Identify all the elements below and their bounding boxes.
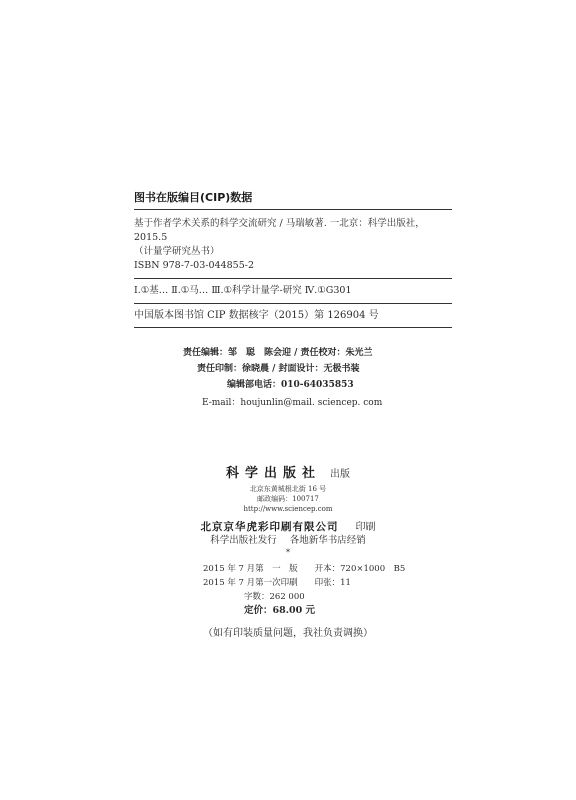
publisher-action: 出版 bbox=[330, 469, 351, 480]
separator-star: * bbox=[286, 548, 290, 557]
publisher-address: 北京东黄城根北街 16 号 bbox=[249, 485, 327, 493]
publisher-name: 科学出版社 bbox=[225, 466, 321, 481]
print-cover-line: 责任印制：徐晓晨 / 封面设计：无极书装 bbox=[197, 364, 360, 374]
printing-line: 2015 年 7 月第一次印刷 印张：11 bbox=[203, 578, 351, 588]
edition-line: 2015 年 7 月第 一 版 开本：720×1000 B5 bbox=[203, 564, 406, 574]
editors-line: 责任编辑：邹 聪 陈会迎 / 责任校对：朱光兰 bbox=[183, 348, 373, 358]
editorial-phone: 编辑部电话：010-64035853 bbox=[227, 380, 354, 390]
publisher-url: http://www.sciencep.com bbox=[243, 505, 333, 513]
distribution-row bbox=[0, 532, 576, 546]
publisher-block bbox=[0, 462, 576, 514]
printer-action: 印刷 bbox=[355, 522, 376, 533]
cip-data-block bbox=[134, 191, 452, 328]
cip-isbn: ISBN 978-7-03-044855-2 bbox=[134, 260, 254, 271]
quality-notice: （如有印装质量问题，我社负责调换） bbox=[203, 628, 373, 639]
cip-classification: Ⅰ.①基… Ⅱ.①马… Ⅲ.①科学计量学-研究 Ⅳ.①G301 bbox=[134, 278, 452, 298]
cip-title: 图书在版编目(CIP)数据 bbox=[134, 191, 452, 210]
cip-main-entry: 基于作者学术关系的科学交流研究 / 马瑞敏著. 一北京：科学出版社， bbox=[134, 218, 425, 229]
publisher-postcode: 邮政编码：100717 bbox=[257, 495, 319, 503]
cip-main-entry-date: 2015.5 bbox=[134, 232, 168, 243]
issuer: 科学出版社发行 bbox=[210, 535, 277, 546]
cip-number: 中国版本图书馆 CIP 数据核字（2015）第 126904 号 bbox=[134, 303, 452, 328]
sellers: 各地新华书店经销 bbox=[289, 535, 366, 546]
word-count: 字数：262 000 bbox=[244, 592, 305, 602]
price: 定价：68.00 元 bbox=[244, 605, 316, 616]
editorial-email: E-mail：houjunlin@mail. sciencep. com bbox=[202, 398, 383, 408]
printer-name: 北京京华虎彩印刷有限公司 bbox=[200, 521, 339, 533]
cip-series: （计量学研究丛书） bbox=[134, 246, 220, 257]
